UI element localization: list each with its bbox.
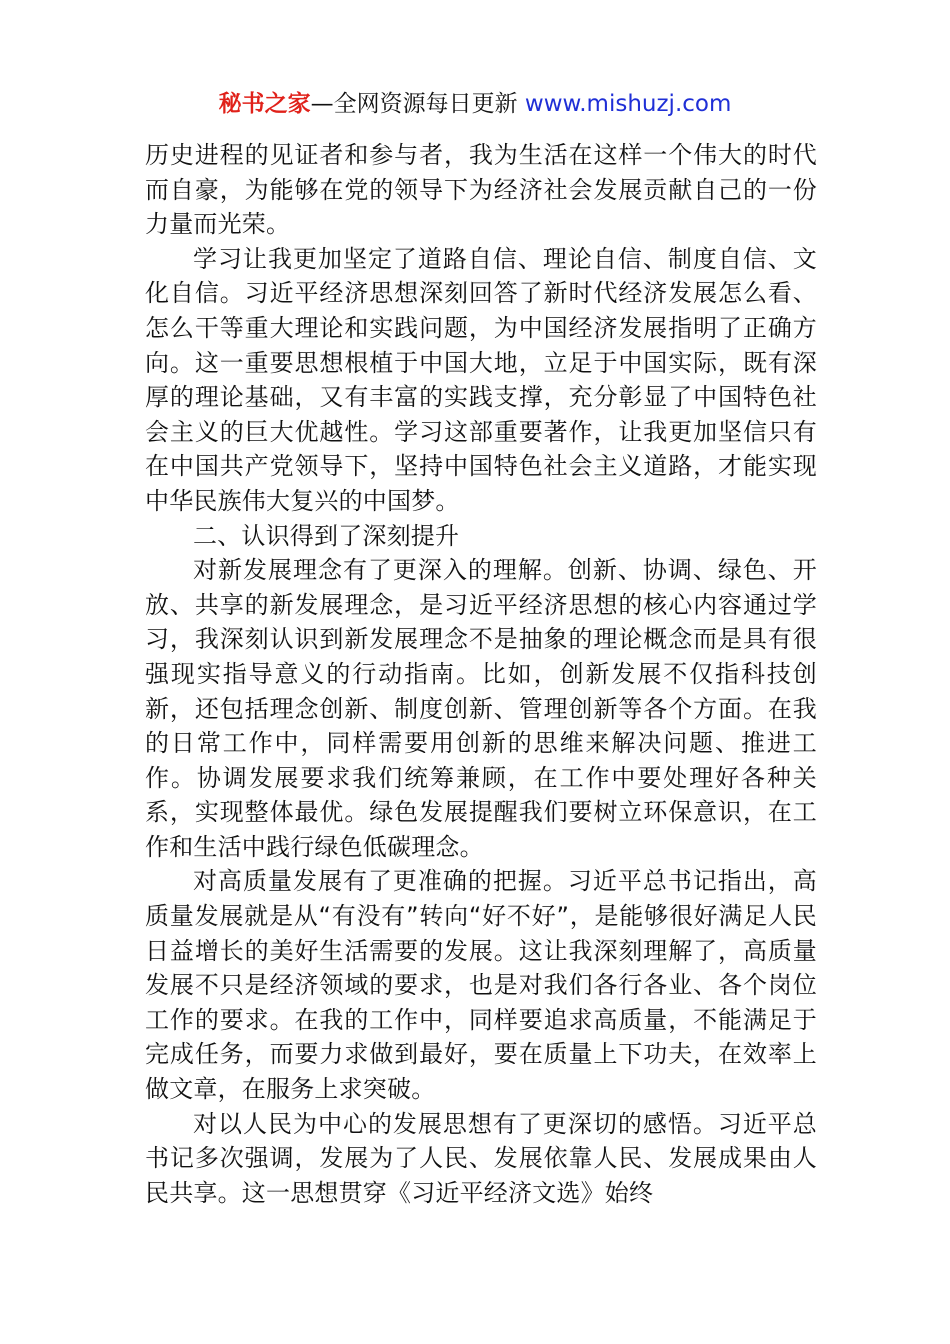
document-body — [145, 138, 817, 1210]
header-url-link[interactable]: www.mishuzj.com — [524, 91, 732, 117]
paragraph-new-development: 对新发展理念有了更深入的理解。创新、协调、绿色、开放、共享的新发展理念，是习近平经济思想的核心内容通过学习，我深刻认识到新发展理念不是抽象的理论概念而是具有很强现实指导意义的行动指南。比如，创新发展不仅指科技创新，还包括理念创新、制度创新、管理创新等各个方面。在我的日常工作中，同样需要用创新的思维来解决问题、推进工作。协调发展要求我们统筹兼顾，在工作中要处理好各种关系，实现整体最优。绿色发展提醒我们要树立环保意识，在工作和生活中践行绿色低碳理念。 — [145, 556, 817, 861]
paragraph-high-quality: 对高质量发展有了更准确的把握。习近平总书记指出，高质量发展就是从“有没有”转向“好不好”，是能够很好满足人民日益增长的美好生活需要的发展。这让我深刻理解了，高质量发展不只是经济领域的要求，也是对我们各行各业、各个岗位工作的要求。在我的工作中，同样要追求高质量，不能满足于完成任务，而要力求做到最好，要在质量上下功夫，在效率上做文章，在服务上求突破。 — [145, 867, 817, 1104]
brand-name: 秘书之家 — [218, 91, 311, 117]
paragraph-continuation: 历史进程的见证者和参与者，我为生活在这样一个伟大的时代而自豪，为能够在党的领导下为经济社会发展贡献自己的一份力量而光荣。 — [145, 141, 817, 239]
paragraph-confidence: 学习让我更加坚定了道路自信、理论自信、制度自信、文化自信。习近平经济思想深刻回答了新时代经济发展怎么看、怎么干等重大理论和实践问题，为中国经济发展指明了正确方向。这一重要思想根植于中国大地，立足于中国实际，既有深厚的理论基础，又有丰富的实践支撑，充分彰显了中国特色社会主义的巨大优越性。学习这部重要著作，让我更加坚信只有在中国共产党领导下，坚持中国特色社会主义道路，才能实现中华民族伟大复兴的中国梦。 — [145, 244, 817, 515]
paragraph-people-centered: 对以人民为中心的发展思想有了更深切的感悟。习近平总书记多次强调，发展为了人民、发展依靠人民、发展成果由人民共享。这一思想贯穿《习近平经济文选》始终 — [145, 1109, 817, 1207]
site-header — [0, 88, 950, 120]
header-tagline: —全网资源每日更新 — [310, 91, 525, 117]
section-heading: 二、认识得到了深刻提升 — [193, 521, 460, 550]
